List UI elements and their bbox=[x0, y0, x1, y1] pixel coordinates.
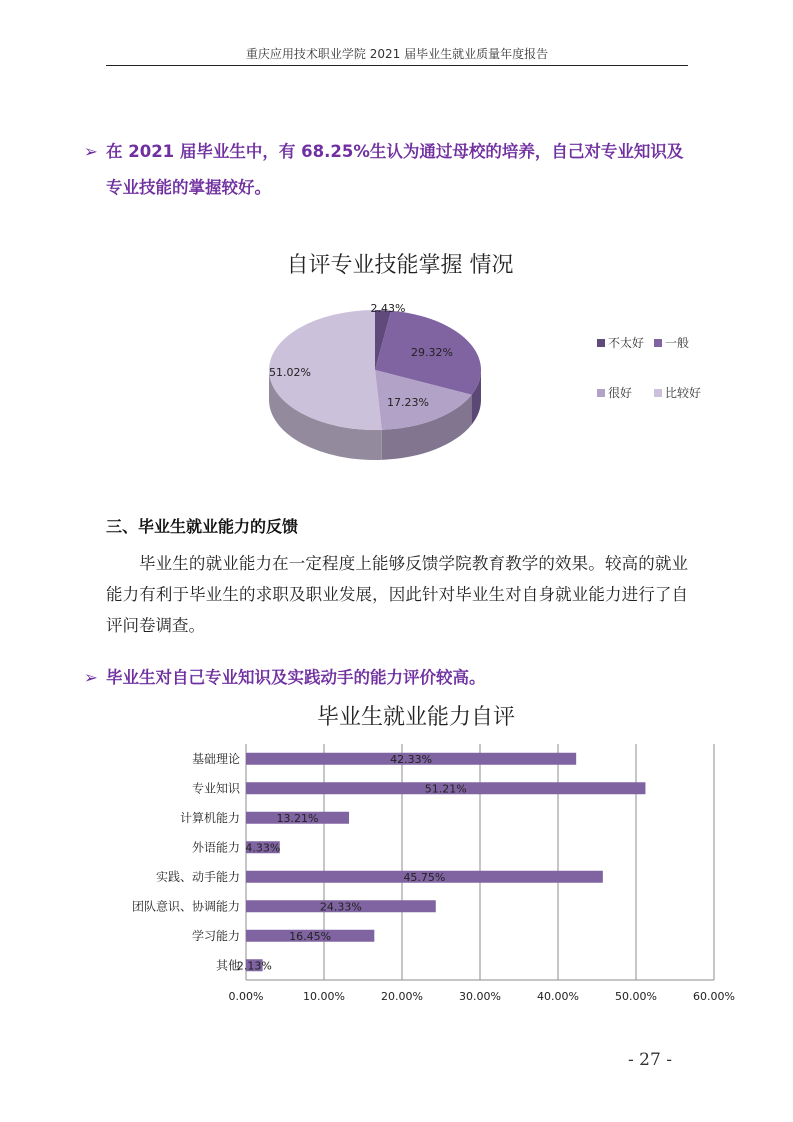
y-category-label: 专业知识 bbox=[191, 781, 240, 796]
x-tick-label: 60.00% bbox=[693, 990, 735, 1003]
header-rule bbox=[106, 65, 688, 66]
legend-label: 比较好 bbox=[665, 386, 702, 400]
legend-swatch bbox=[597, 339, 605, 347]
x-tick-label: 0.00% bbox=[228, 990, 264, 1003]
bar-data-label: 42.33% bbox=[390, 752, 433, 766]
page-number: - 27 - bbox=[628, 1050, 672, 1070]
legend-label: 很好 bbox=[608, 386, 633, 400]
bar-data-label: 13.21% bbox=[276, 811, 319, 825]
pie-chart bbox=[250, 290, 730, 470]
bar-chart-title: 毕业生就业能力自评 bbox=[316, 705, 515, 730]
page-header: 重庆应用技术职业学院 2021 届毕业生就业质量年度报告 bbox=[245, 47, 549, 61]
bar-data-label: 51.21% bbox=[424, 782, 467, 796]
legend-swatch bbox=[597, 389, 605, 397]
y-category-label: 计算机能力 bbox=[179, 810, 240, 825]
bar-data-label: 45.75% bbox=[403, 870, 446, 884]
pie-data-label: 29.32% bbox=[411, 346, 453, 359]
bar-data-label: 16.45% bbox=[289, 929, 332, 943]
y-category-label: 学习能力 bbox=[191, 928, 240, 943]
x-tick-label: 10.00% bbox=[303, 990, 345, 1003]
x-tick-label: 40.00% bbox=[537, 990, 579, 1003]
arrow-bullet-icon: ➢ bbox=[84, 142, 98, 161]
legend-swatch bbox=[654, 389, 662, 397]
pie-chart-title: 自评专业技能掌握 情况 bbox=[286, 253, 514, 278]
bar-data-label: 2.13% bbox=[236, 959, 272, 973]
y-category-label: 基础理论 bbox=[191, 751, 240, 766]
pie-data-label: 51.02% bbox=[269, 366, 311, 379]
x-tick-label: 20.00% bbox=[381, 990, 423, 1003]
x-tick-label: 30.00% bbox=[459, 990, 501, 1003]
legend-label: 一般 bbox=[665, 336, 690, 350]
legend-label: 不太好 bbox=[608, 336, 645, 350]
y-category-label: 其他 bbox=[215, 958, 240, 973]
y-category-label: 团队意识、协调能力 bbox=[131, 899, 240, 914]
body-paragraph: 毕业生的就业能力在一定程度上能够反馈学院教育教学的效果。较高的就业能力有利于毕业生的求职及职业发展，因此针对毕业生对自身就业能力进行了自评问卷调查。 bbox=[106, 554, 688, 635]
bar-chart bbox=[0, 740, 793, 1020]
bullet-text-1: 在 2021 届毕业生中，有 68.25%生认为通过母校的培养，自己对专业知识及专业技能的掌握较好。 bbox=[106, 142, 684, 197]
section-heading: 三、毕业生就业能力的反馈 bbox=[106, 517, 299, 536]
x-tick-label: 50.00% bbox=[615, 990, 657, 1003]
pie-data-label: 2.43% bbox=[370, 302, 406, 315]
y-category-label: 外语能力 bbox=[191, 840, 240, 855]
y-category-label: 实践、动手能力 bbox=[155, 869, 240, 884]
pie-data-label: 17.23% bbox=[387, 396, 429, 409]
bullet-point-1 bbox=[84, 134, 694, 206]
bar-data-label: 24.33% bbox=[319, 900, 362, 914]
legend-swatch bbox=[654, 339, 662, 347]
bullet-point-2 bbox=[84, 660, 694, 696]
bullet-text-2: 毕业生对自己专业知识及实践动手的能力评价较高。 bbox=[106, 668, 486, 687]
bar-data-label: 4.33% bbox=[245, 841, 281, 855]
arrow-bullet-icon: ➢ bbox=[84, 668, 98, 687]
